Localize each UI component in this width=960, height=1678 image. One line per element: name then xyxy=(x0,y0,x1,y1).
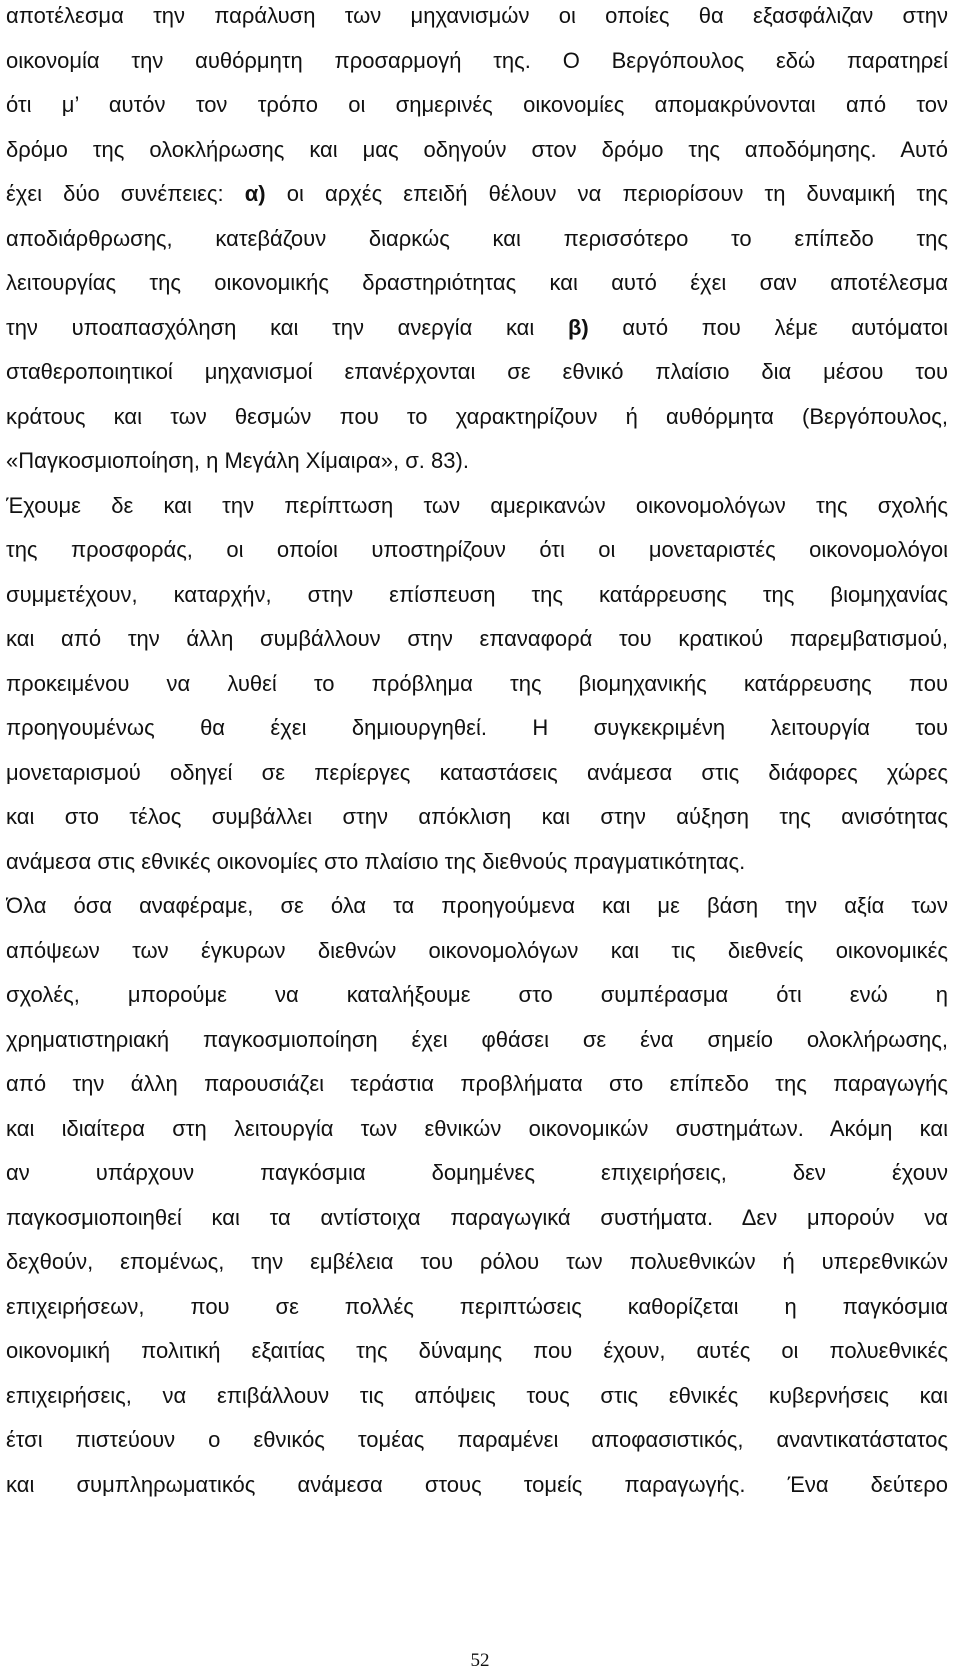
text-line xyxy=(6,1424,948,1456)
text-segment: «Παγκοσμιοποίηση, η Μεγάλη Χίμαιρα», σ. 83). xyxy=(6,448,469,473)
text-line xyxy=(6,1246,948,1278)
text-segment: Έχουμε δε και την περίπτωση των αμερικανών οικονομολόγων της σχολής xyxy=(6,492,948,518)
text-segment: αποτέλεσμα την παράλυση των μηχανισμών οι οποίες θα εξασφάλιζαν στην xyxy=(6,3,948,28)
text-line xyxy=(6,623,948,655)
text-segment: και ιδιαίτερα στη λειτουργία των εθνικών οικονομικών συστημάτων. Ακόμη και xyxy=(6,1115,948,1141)
text-segment: προκειμένου να λυθεί το πρόβλημα της βιομηχανικής κατάρρευσης που xyxy=(6,670,948,696)
text-segment: αν υπάρχουν παγκόσμια δομημένες επιχειρήσεις, δεν έχουν xyxy=(6,1160,948,1185)
text-segment: επιχειρήσεις, να επιβάλλουν τις απόψεις τους στις εθνικές κυβερνήσεις και xyxy=(6,1382,948,1408)
text-segment: της προσφοράς, οι οποίοι υποστηρίζουν ότι οι μονεταριστές οικονομολόγοι xyxy=(6,537,948,562)
text-segment: σταθεροποιητικοί μηχανισμοί επανέρχονται σε εθνικό πλαίσιο δια μέσου του xyxy=(6,359,948,384)
text-line xyxy=(6,45,948,77)
text-line xyxy=(6,267,948,299)
text-line xyxy=(6,1113,948,1145)
text-line xyxy=(6,1202,948,1234)
text-line xyxy=(6,890,948,922)
text-segment: δεχθούν, επομένως, την εμβέλεια του ρόλου των πολυεθνικών ή υπερεθνικών xyxy=(6,1249,948,1274)
text-segment: σχολές, μπορούμε να καταλήξουμε στο συμπέρασμα ότι ενώ η xyxy=(6,982,948,1007)
text-segment: μονεταρισμού οδηγεί σε περίεργες καταστάσεις ανάμεσα στις διάφορες χώρες xyxy=(6,759,948,785)
text-line xyxy=(6,445,948,477)
text-line xyxy=(6,1068,948,1100)
text-line xyxy=(6,1335,948,1367)
text-line xyxy=(6,89,948,121)
text-line xyxy=(6,0,948,32)
text-line xyxy=(6,757,948,789)
text-segment: αυτό που λέμε αυτόματοι xyxy=(588,314,948,340)
text-segment: χρηματιστηριακή παγκοσμιοποίηση έχει φθάσει σε ένα σημείο ολοκλήρωσης, xyxy=(6,1026,948,1052)
text-segment: οικονομία την αυθόρμητη προσαρμογή της. Ο Βεργόπουλος εδώ παρατηρεί xyxy=(6,47,948,73)
text-segment: έτσι πιστεύουν ο εθνικός τομέας παραμένει αποφασιστικός, αναντικατάστατος xyxy=(6,1427,948,1452)
text-line xyxy=(6,979,948,1011)
text-line xyxy=(6,1469,948,1501)
text-segment: ότι μ’ αυτόν τον τρόπο οι σημερινές οικονομίες απομακρύνονται από τον xyxy=(6,92,948,117)
text-segment: αποδιάρθρωσης, κατεβάζουν διαρκώς και περισσότερο το επίπεδο της xyxy=(6,225,948,251)
text-segment: έχει δύο συνέπειες: xyxy=(6,181,245,206)
text-line xyxy=(6,801,948,833)
text-line xyxy=(6,356,948,388)
text-segment: δρόμο της ολοκλήρωσης και μας οδηγούν στον δρόμο της αποδόμησης. Αυτό xyxy=(6,136,948,162)
text-line xyxy=(6,490,948,522)
text-line xyxy=(6,1291,948,1323)
page-number: 52 xyxy=(470,1650,490,1671)
text-line xyxy=(6,401,948,433)
text-line xyxy=(6,1380,948,1412)
text-segment: οι αρχές επειδή θέλουν να περιορίσουν τη δυναμική της xyxy=(265,181,948,206)
text-line xyxy=(6,712,948,744)
text-line xyxy=(6,223,948,255)
text-segment: και συμπληρωματικός ανάμεσα στους τομείς παραγωγής. Ένα δεύτερο xyxy=(6,1471,948,1497)
list-marker: α) xyxy=(244,181,266,206)
text-segment: λειτουργίας της οικονομικής δραστηριότητας και αυτό έχει σαν αποτέλεσμα xyxy=(6,270,948,295)
text-segment: την υποαπασχόληση και την ανεργία και xyxy=(6,314,568,340)
text-segment: και στο τέλος συμβάλλει στην απόκλιση και στην αύξηση της ανισότητας xyxy=(6,804,948,829)
text-line xyxy=(6,312,948,344)
text-line xyxy=(6,1024,948,1056)
text-line xyxy=(6,935,948,967)
text-line xyxy=(6,1157,948,1189)
text-line xyxy=(6,534,948,566)
text-line xyxy=(6,668,948,700)
text-segment: οικονομική πολιτική εξαιτίας της δύναμης που έχουν, αυτές οι πολυεθνικές xyxy=(6,1338,948,1363)
text-line xyxy=(6,134,948,166)
list-marker: β) xyxy=(567,314,589,340)
text-line xyxy=(6,579,948,611)
text-line xyxy=(6,178,948,210)
text-segment: κράτους και των θεσμών που το χαρακτηρίζουν ή αυθόρμητα (Βεργόπουλος, xyxy=(6,403,948,429)
text-line xyxy=(6,846,948,878)
text-segment: επιχειρήσεων, που σε πολλές περιπτώσεις καθορίζεται η παγκόσμια xyxy=(6,1293,948,1319)
text-segment: απόψεων των έγκυρων διεθνών οικονομολόγων και τις διεθνείς οικονομικές xyxy=(6,937,948,963)
text-segment: και από την άλλη συμβάλλουν στην επαναφορά του κρατικού παρεμβατισμού, xyxy=(6,626,948,651)
text-segment: Όλα όσα αναφέραμε, σε όλα τα προηγούμενα και με βάση την αξία των xyxy=(6,893,948,918)
text-segment: ανάμεσα στις εθνικές οικονομίες στο πλαίσιο της διεθνούς πραγματικότητας. xyxy=(6,848,746,874)
text-segment: από την άλλη παρουσιάζει τεράστια προβλήματα στο επίπεδο της παραγωγής xyxy=(6,1071,948,1096)
text-segment: παγκοσμιοποιηθεί και τα αντίστοιχα παραγωγικά συστήματα. Δεν μπορούν να xyxy=(6,1204,948,1230)
text-segment: προηγουμένως θα έχει δημιουργηθεί. Η συγκεκριμένη λειτουργία του xyxy=(6,715,948,740)
text-segment: συμμετέχουν, καταρχήν, στην επίσπευση της κατάρρευσης της βιομηχανίας xyxy=(6,581,948,607)
